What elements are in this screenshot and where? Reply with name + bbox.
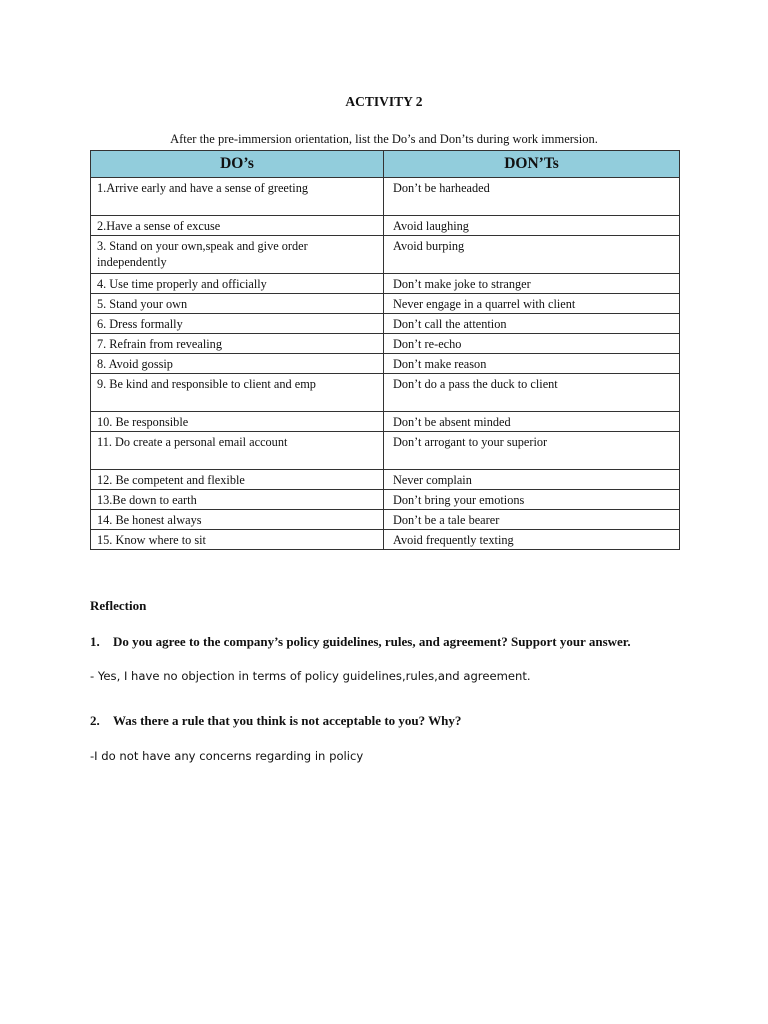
dont-cell: Don’t do a pass the duck to client — [384, 374, 680, 412]
table-row — [91, 334, 680, 354]
do-cell: 9. Be kind and responsible to client and emp — [91, 374, 384, 412]
do-cell: 8. Avoid gossip — [91, 354, 384, 374]
table-row — [91, 294, 680, 314]
do-cell: 10. Be responsible — [91, 412, 384, 432]
activity-title: ACTIVITY 2 — [345, 94, 423, 109]
do-cell: 1.Arrive early and have a sense of greeting — [91, 178, 384, 216]
answer-1: - Yes, I have no objection in terms of policy guidelines,rules,and agreement. — [90, 669, 531, 683]
table-row — [91, 490, 680, 510]
dont-cell: Don’t be a tale bearer — [384, 510, 680, 530]
table-row — [91, 274, 680, 294]
dont-cell: Never engage in a quarrel with client — [384, 294, 680, 314]
dont-cell: Don’t call the attention — [384, 314, 680, 334]
header-donts: DON’Ts — [384, 151, 680, 178]
table-row — [91, 354, 680, 374]
dos-donts-table — [90, 150, 680, 550]
dont-cell: Don’t make reason — [384, 354, 680, 374]
do-cell: 14. Be honest always — [91, 510, 384, 530]
table-row — [91, 216, 680, 236]
question-number: 1. — [90, 634, 100, 649]
dont-cell: Don’t make joke to stranger — [384, 274, 680, 294]
answer-2: -I do not have any concerns regarding in policy — [90, 749, 364, 763]
table-row — [91, 510, 680, 530]
table-header-row — [91, 151, 680, 178]
table-row — [91, 236, 680, 274]
do-cell: 3. Stand on your own,speak and give order independently — [91, 236, 384, 274]
do-cell: 6. Dress formally — [91, 314, 384, 334]
table-row — [91, 432, 680, 470]
question-text: Was there a rule that you think is not acceptable to you? Why? — [113, 713, 462, 728]
question-text: Do you agree to the company’s policy guidelines, rules, and agreement? Support your answer. — [113, 634, 631, 649]
table-row — [91, 374, 680, 412]
question-1 — [90, 633, 680, 651]
do-cell: 2.Have a sense of excuse — [91, 216, 384, 236]
dont-cell: Don’t bring your emotions — [384, 490, 680, 510]
do-cell: 13.Be down to earth — [91, 490, 384, 510]
do-cell: 7. Refrain from revealing — [91, 334, 384, 354]
do-cell: 12. Be competent and flexible — [91, 470, 384, 490]
dont-cell: Avoid laughing — [384, 216, 680, 236]
dont-cell: Avoid burping — [384, 236, 680, 274]
do-cell: 15. Know where to sit — [91, 530, 384, 550]
reflection-heading: Reflection — [90, 598, 147, 613]
question-2 — [90, 712, 680, 730]
dont-cell: Don’t arrogant to your superior — [384, 432, 680, 470]
table-row — [91, 178, 680, 216]
dont-cell: Never complain — [384, 470, 680, 490]
table-row — [91, 530, 680, 550]
table-row — [91, 470, 680, 490]
do-cell: 11. Do create a personal email account — [91, 432, 384, 470]
table-row — [91, 412, 680, 432]
instruction-text: After the pre-immersion orientation, list the Do’s and Don’ts during work immersion. — [170, 132, 598, 146]
table-row — [91, 314, 680, 334]
dont-cell: Don’t re-echo — [384, 334, 680, 354]
dont-cell: Avoid frequently texting — [384, 530, 680, 550]
dont-cell: Don’t be harheaded — [384, 178, 680, 216]
do-cell: 4. Use time properly and officially — [91, 274, 384, 294]
question-number: 2. — [90, 713, 100, 728]
do-cell: 5. Stand your own — [91, 294, 384, 314]
header-dos: DO’s — [91, 151, 384, 178]
dont-cell: Don’t be absent minded — [384, 412, 680, 432]
